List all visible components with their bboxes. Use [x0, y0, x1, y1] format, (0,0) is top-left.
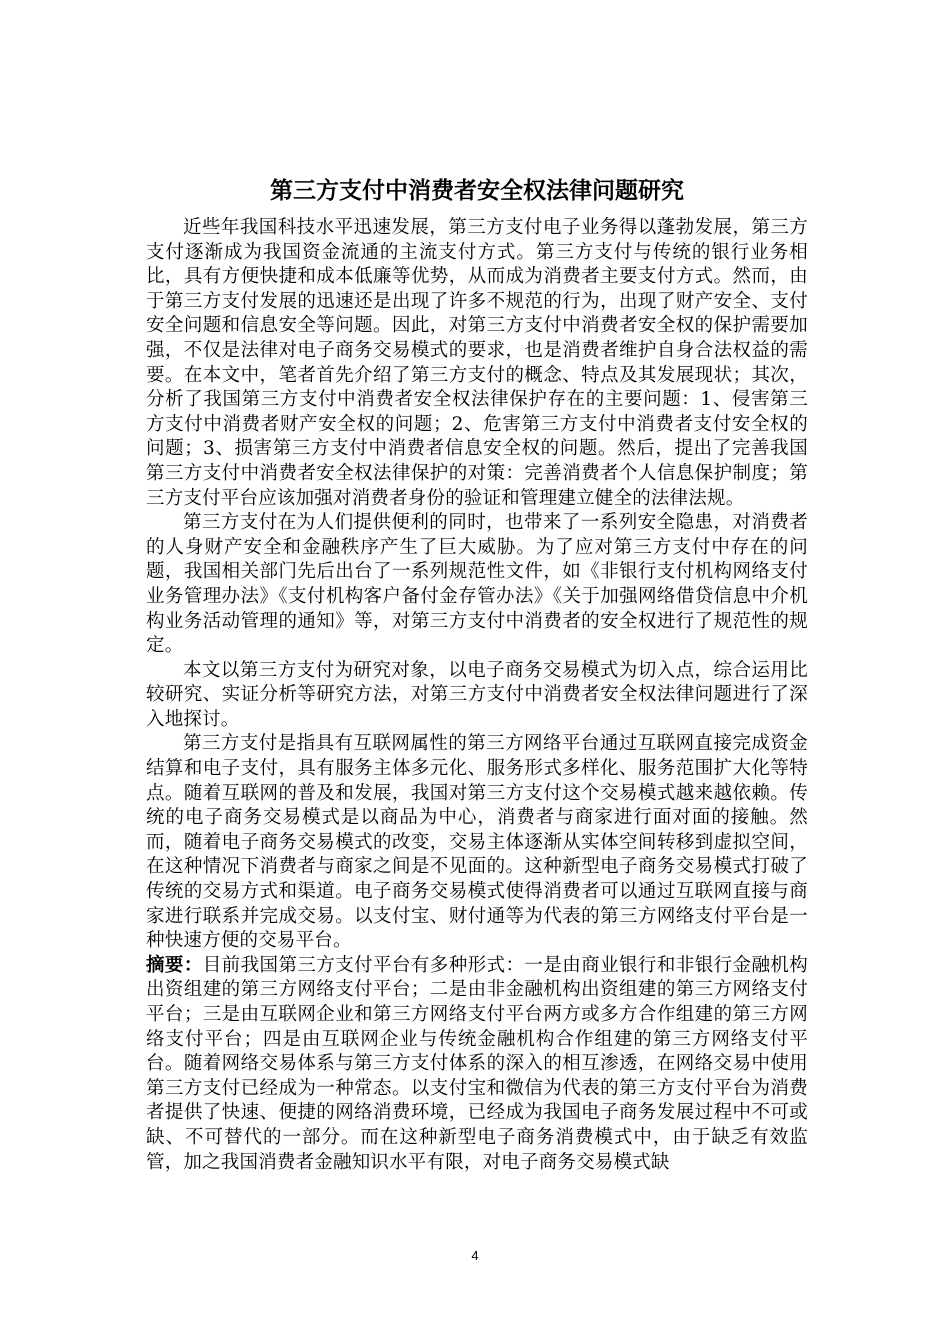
body-paragraph-1: 近些年我国科技水平迅速发展，第三方支付电子业务得以蓬勃发展，第三方支付逐渐成为我国资金流通的主流支付方式。第三方支付与传统的银行业务相比，具有方便快捷和成本低廉等优势，从而成为消费者主要支付方式。然而，由于第三方支付发展的迅速还是出现了许多不规范的行为，出现了财产安全、支付安全问题和信息安全等问题。因此，对第三方支付中消费者安全权的保护需要加强，不仅是法律对电子商务交易模式的要求，也是消费者维护自身合法权益的需要。在本文中，笔者首先介绍了第三方支付的概念、特点及其发展现状；其次，分析了我国第三方支付中消费者安全权法律保护存在的主要问题：1、侵害第三方支付中消费者财产安全权的问题；2、危害第三方支付中消费者支付安全权的问题；3、损害第三方支付中消费者信息安全权的问题。然后，提出了完善我国第三方支付中消费者安全权法律保护的对策：完善消费者个人信息保护制度；第三方支付平台应该加强对消费者身份的验证和管理建立健全的法律法规。: [146, 217, 808, 509]
body-paragraph-4: 第三方支付是指具有互联网属性的第三方网络平台通过互联网直接完成资金结算和电子支付，具有服务主体多元化、服务形式多样化、服务范围扩大化等特点。随着互联网的普及和发展，我国对第三方支付这个交易模式越来越依赖。传统的电子商务交易模式是以商品为中心，消费者与商家进行面对面的接触。然而，随着电子商务交易模式的改变，交易主体逐渐从实体空间转移到虚拟空间，在这种情况下消费者与商家之间是不见面的。这种新型电子商务交易模式打破了传统的交易方式和渠道。电子商务交易模式使得消费者可以通过互联网直接与商家进行联系并完成交易。以支付宝、财付通等为代表的第三方网络支付平台是一种快速方便的交易平台。: [146, 733, 808, 952]
body-paragraph-2: 第三方支付在为人们提供便利的同时，也带来了一系列安全隐患，对消费者的人身财产安全和金融秩序产生了巨大威胁。为了应对第三方支付中存在的问题，我国相关部门先后出台了一系列规范性文件，如《非银行支付机构网络支付业务管理办法》《支付机构客户备付金存管办法》《关于加强网络借贷信息中介机构业务活动管理的通知》等，对第三方支付中消费者的安全权进行了规范性的规定。: [146, 512, 808, 657]
abstract-text: 目前我国第三方支付平台有多种形式：一是由商业银行和非银行金融机构出资组建的第三方网络支付平台；二是由非金融机构出资组建的第三方网络支付平台；三是由互联网企业和第三方网络支付平台两方或多方合作组建的第三方网络支付平台；四是由互联网企业与传统金融机构合作组建的第三方网络支付平台。随着网络交易体系与第三方支付体系的深入的相互渗透，在网络交易中使用第三方支付已经成为一种常态。以支付宝和微信为代表的第三方支付平台为消费者提供了快速、便捷的网络消费环境，已经成为我国电子商务发展过程中不可或缺、不可替代的一部分。而在这种新型电子商务消费模式中，由于缺乏有效监管，加之我国消费者金融知识水平有限，对电子商务交易模式缺: [146, 954, 808, 1173]
body-paragraph-3: 本文以第三方支付为研究对象，以电子商务交易模式为切入点，综合运用比较研究、实证分析等研究方法，对第三方支付中消费者安全权法律问题进行了深入地探讨。: [146, 659, 808, 730]
page-number: 4: [471, 1248, 479, 1263]
document-title: 第三方支付中消费者安全权法律问题研究: [270, 178, 684, 204]
abstract-paragraph: [146, 954, 808, 1175]
abstract-label: 摘要：: [146, 954, 203, 976]
document-page: [146, 172, 808, 1175]
